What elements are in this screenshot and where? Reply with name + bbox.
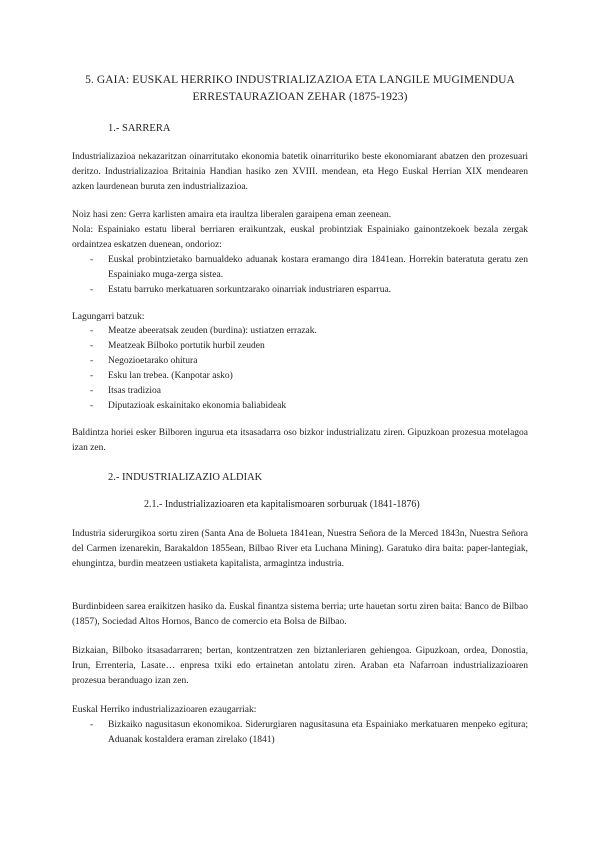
list-item: - Negozioetarako ohitura: [72, 354, 528, 369]
section-heading-sarrera: 1.- SARRERA: [108, 123, 171, 134]
siderurgia-paragraph: Industria siderurgikoa sortu ziren (Santa Ana de Bolueta 1841ean, Nuestra Señora de la Merced 1843n, Nuestra Señora del Carmen izenarekin, Barakaldon 1855ean, Bilbao River eta Luchana Mining). Garatuko dira baita: paper-lantegiak, ehungintza, burdin meatzeen ustiaketa kapitalista, armagintza industria.: [72, 529, 528, 569]
list-item: - Esku lan trebea. (Kanpotar asko): [72, 369, 528, 384]
list-item: - Diputazioak eskainitako ekonomia baliabideak: [72, 399, 528, 414]
lagungarri-intro: Lagungarri batzuk:: [72, 312, 145, 322]
list-item: - Euskal probintzietako barnualdeko aduanak kostara eramango dira 1841ean. Horrekin bateratuta geratu zen Espainiako muga-zerga sistea.: [90, 255, 528, 280]
title-line-2: ERRESTAURAZIOAN ZEHAR (1875-1923): [192, 91, 408, 103]
bullet-dash: -: [90, 255, 94, 265]
lagungarri-list: [72, 324, 528, 414]
title-line-1: 5. GAIA: EUSKAL HERRIKO INDUSTRIALIZAZIOA ETA LANGILE MUGIMENDUA: [85, 74, 515, 86]
finantza-paragraph: Burdinbideen sarea eraikitzen hasiko da. Euskal finantza sistema berria; urte hauetan sortu ziren baita: Banco de Bilbao (1857), Sociedad Altos Hornos, Banco de comercio eta Bolsa de Bilbao.: [72, 602, 528, 627]
consequences-list: [72, 253, 528, 298]
noiz-paragraph: Noiz hasi zen: Gerra karlisten amaira eta iraultza liberalen garaipena eman zeenean.: [72, 210, 392, 220]
conclusion-paragraph: Baldintza horiei esker Bilboren ingurua eta itsasadarra oso bizkor industrializatu ziren. Gipuzkoan prozesua motelagoa izan zen.: [72, 428, 528, 453]
list-item: - Bizkaiko nagusitasun ekonomikoa. Siderurgiaren nagusitasuna eta Espainiako merkatuaren menpeko egitura; Aduanak kostaldera eraman zirelako (1841): [90, 720, 528, 745]
list-item: - Meatzeak Bilboko portutik hurbil zeuden: [72, 339, 528, 354]
bullet-dash: -: [90, 341, 94, 351]
bullet-dash: -: [90, 720, 94, 730]
section-heading-aldiak: 2.- INDUSTRIALIZAZIO ALDIAK: [108, 472, 263, 483]
document-title: [60, 72, 540, 106]
bullet-dash: -: [90, 356, 94, 366]
bullet-dash: -: [90, 386, 94, 396]
intro-paragraph: Industrializazioa nekazaritzan oinarritutako ekonomia batetik oinarrituriko beste ekonomiarant abatzen den prozesuari deritzo. Industrializazioa Britainia Handian hasiko zen XVIII. mendean, eta Hego Euskal Herrian XIX mendearen azken laurdenean buruta zen industrializazioa.: [72, 152, 528, 192]
bullet-dash: -: [90, 371, 94, 381]
bullet-dash: -: [90, 326, 94, 336]
list-item: - Meatze abeeratsak zeuden (burdina): ustiatzen errazak.: [72, 324, 528, 339]
ezaugarriak-intro: Euskal Herriko industrializazioaren ezaugarriak:: [72, 705, 257, 715]
list-item: - Estatu barruko merkatuaren sorkuntzarako oinarriak industriaren esparrua.: [72, 283, 528, 298]
subsection-heading: 2.1.- Industrializazioaren eta kapitalismoaren sorburuak (1841-1876): [144, 499, 420, 510]
features-list: [72, 718, 528, 748]
nola-paragraph: Nola: Espainiako estatu liberal berriaren eraikuntzak, euskal probintziak Espainiako gainontzekoek bezala zergak ordaintzea eskatzen duenean, ondorioz:: [72, 225, 528, 250]
bizkaia-paragraph: Bizkaian, Bilboko itsasadarraren; bertan, kontzentratzen zen biztanleriaren gehiengoa. Gipuzkoan, ordea, Donostia, Irun, Errenteria, Lasate… enpresa txiki edo ertainetan antolatu ziren. Araban eta Nafarroan industrializazioaren prozesua beranduago izan zen.: [72, 646, 528, 686]
bullet-dash: -: [90, 401, 94, 411]
bullet-dash: -: [90, 285, 94, 295]
list-item: - Itsas tradizioa: [72, 384, 528, 399]
